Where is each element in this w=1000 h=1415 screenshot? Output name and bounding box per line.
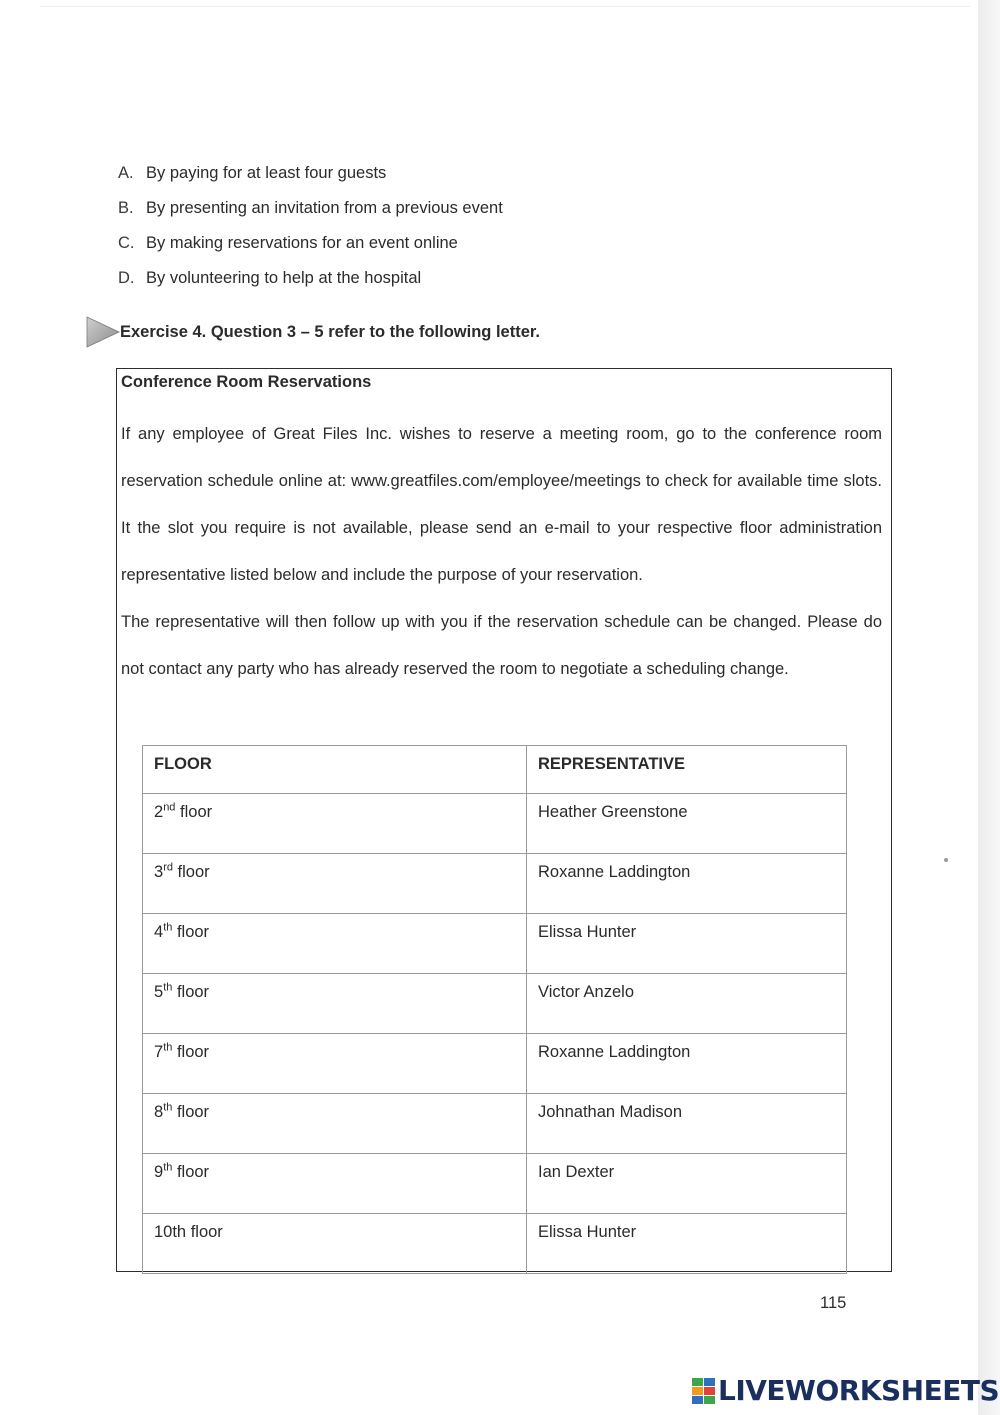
table-row	[143, 1154, 847, 1214]
exercise-heading	[86, 315, 540, 349]
representative-cell: Elissa Hunter	[527, 1214, 847, 1274]
letter-body	[121, 411, 882, 693]
option-letter: D.	[118, 269, 135, 287]
option-b[interactable]	[118, 191, 503, 226]
letter-paragraph-2: The representative will then follow up with you if the reservation schedule can be changed. Please do not contact any party who has already reserved the room to negotiate a scheduling change.	[121, 613, 882, 678]
answer-options	[118, 156, 503, 296]
table-row	[143, 974, 847, 1034]
floor-cell: 7th floor	[143, 1034, 527, 1094]
representative-cell: Victor Anzelo	[527, 974, 847, 1034]
representative-cell: Ian Dexter	[527, 1154, 847, 1214]
table-row	[143, 794, 847, 854]
exercise-title: Exercise 4. Question 3 – 5 refer to the following letter.	[120, 322, 540, 341]
table-header-row	[143, 746, 847, 794]
header-representative: REPRESENTATIVE	[527, 746, 847, 794]
representative-table	[142, 745, 847, 1274]
floor-cell: 2nd floor	[143, 794, 527, 854]
liveworksheets-brand[interactable]	[692, 1374, 999, 1407]
option-text: By volunteering to help at the hospital	[146, 269, 422, 287]
representative-cell: Elissa Hunter	[527, 914, 847, 974]
representative-cell: Roxanne Laddington	[527, 1034, 847, 1094]
triangle-arrow-icon	[86, 315, 120, 349]
brand-name: LIVEWORKSHEETS	[718, 1374, 1000, 1407]
table-row	[143, 914, 847, 974]
letter-paragraph-1: If any employee of Great Files Inc. wishes to reserve a meeting room, go to the conference room reservation schedule online at: www.greatfiles.com/employee/meetings to check for available time slots. It the slot you require is not available, please send an e-mail to your respective floor administration representative listed below and include the purpose of your reservation.	[121, 425, 882, 584]
table-row	[143, 1214, 847, 1274]
floor-cell: 3rd floor	[143, 854, 527, 914]
option-letter: A.	[118, 164, 134, 182]
option-letter: C.	[118, 234, 135, 252]
option-text: By making reservations for an event online	[146, 234, 458, 252]
floor-cell: 8th floor	[143, 1094, 527, 1154]
floor-cell: 5th floor	[143, 974, 527, 1034]
table-row	[143, 854, 847, 914]
scan-speck	[944, 858, 948, 862]
header-floor: FLOOR	[143, 746, 527, 794]
table-row	[143, 1094, 847, 1154]
option-letter: B.	[118, 199, 134, 217]
floor-cell: 9th floor	[143, 1154, 527, 1214]
option-c[interactable]	[118, 226, 503, 261]
letter-box	[116, 368, 892, 1272]
representative-cell: Heather Greenstone	[527, 794, 847, 854]
representative-cell: Roxanne Laddington	[527, 854, 847, 914]
option-d[interactable]	[118, 261, 503, 296]
option-a[interactable]	[118, 156, 503, 191]
option-text: By presenting an invitation from a previous event	[146, 199, 503, 217]
floor-cell: 4th floor	[143, 914, 527, 974]
option-text: By paying for at least four guests	[146, 164, 387, 182]
representative-cell: Johnathan Madison	[527, 1094, 847, 1154]
page-edge-shadow	[978, 0, 1000, 1415]
page-number: 115	[820, 1294, 847, 1312]
liveworksheets-logo-icon	[692, 1378, 716, 1404]
table-row	[143, 1034, 847, 1094]
letter-title: Conference Room Reservations	[121, 373, 372, 391]
page-top-edge	[40, 6, 970, 7]
floor-cell: 10th floor	[143, 1214, 527, 1274]
